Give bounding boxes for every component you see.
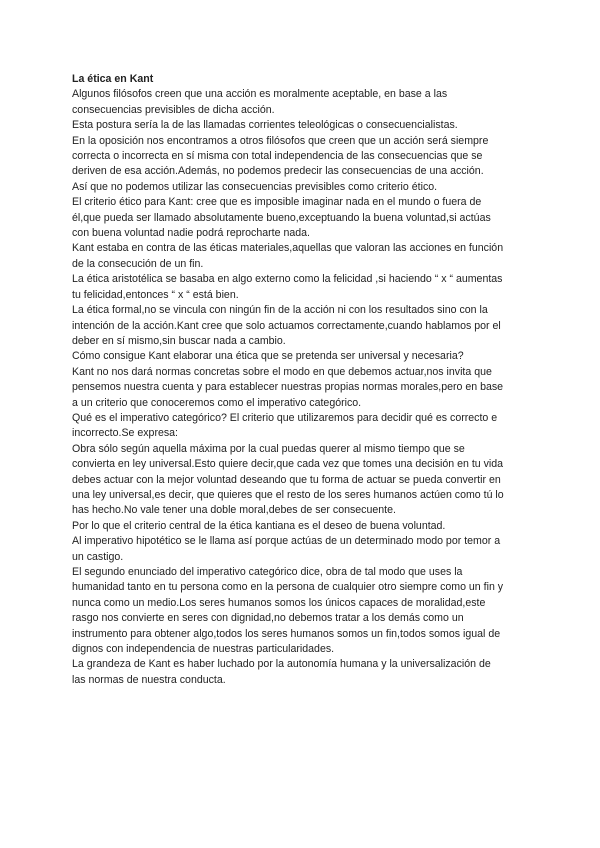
text-line: deber en sí mismo,sin buscar nada a cambio.	[72, 334, 286, 347]
text-line: de la consecución de un fin.	[72, 257, 204, 270]
text-line: La ética formal,no se vincula con ningún fin de la acción ni con los resultados sino con la	[72, 304, 488, 317]
text-line: dignos con independencia de nuestras particularidades.	[72, 643, 335, 656]
text-line: El segundo enunciado del imperativo categórico dice, obra de tal modo que uses la	[72, 566, 463, 578]
text-line: Así que no podemos utilizar las consecuencias previsibles como criterio ético.	[72, 180, 438, 193]
text-line: consecuencias previsibles de dicha acción.	[72, 103, 275, 116]
text-line: Por lo que el criterio central de la ética kantiana es el deseo de buena voluntad.	[72, 519, 446, 532]
text-line: a un criterio que conoceremos como el imperativo categórico.	[72, 396, 362, 409]
paragraph	[72, 134, 528, 196]
document-page	[72, 72, 528, 688]
paragraph	[72, 303, 528, 349]
paragraph	[72, 519, 528, 534]
paragraph	[72, 118, 528, 133]
paragraph	[72, 241, 528, 272]
text-line: nunca como un medio.Los seres humanos somos los únicos capaces de moralidad,este	[72, 596, 486, 609]
text-line: con buena voluntad nadie podrá reprocharte nada.	[72, 227, 310, 240]
paragraph	[72, 657, 528, 688]
paragraph	[72, 411, 528, 442]
paragraph	[72, 442, 528, 519]
document-title: La ética en Kant	[72, 73, 154, 85]
paragraph	[72, 195, 528, 241]
text-line: debes actuar con la mejor voluntad deseando que tu forma de actuar se pueda convertir en	[72, 473, 501, 486]
text-line: Al imperativo hipotético se le llama así porque actúas de un determinado modo por temor a	[72, 535, 501, 548]
text-line: intención de la acción.Kant cree que solo actuamos correctamente,cuando hablamos por el	[72, 319, 501, 332]
paragraph	[72, 534, 528, 565]
text-line: humanidad tanto en tu persona como en la persona de cualquier otro siempre como un fin y	[72, 581, 504, 594]
text-line: La grandeza de Kant es haber luchado por la autonomía humana y la universalización de	[72, 658, 491, 671]
text-line: pensemos nuestra cuenta y para establecer nuestras propias normas morales,pero en base	[72, 381, 504, 394]
text-line: incorrecto.Se expresa:	[72, 427, 178, 440]
text-line: Qué es el imperativo categórico? El criterio que utilizaremos para decidir qué es correcto e	[72, 411, 498, 424]
paragraph	[72, 272, 528, 303]
text-line: Esta postura sería la de las llamadas corrientes teleológicas o consecuencialistas.	[72, 119, 458, 132]
paragraph	[72, 87, 528, 118]
text-line: En la oposición nos encontramos a otros filósofos que creen que un acción será siempre	[72, 134, 489, 147]
paragraph	[72, 365, 528, 411]
text-line: Algunos filósofos creen que una acción es moralmente aceptable, en base a las	[72, 88, 448, 101]
text-line: una ley universal,es decir, que quieres que el resto de los seres humanos actúen como tú lo	[72, 488, 504, 501]
text-line: él,que pueda ser llamado absolutamente bueno,exceptuando la buena voluntad,si actúas	[72, 211, 491, 224]
text-line: un castigo.	[72, 550, 124, 563]
text-line: has hecho.No vale tener una doble moral,debes de ser consecuente.	[72, 504, 396, 517]
text-line: Kant no nos dará normas concretas sobre el modo en que debemos actuar,nos invita que	[72, 365, 492, 378]
document-body	[72, 87, 528, 688]
text-line: rasgo nos convierte en seres con dignidad,no debemos tratar a los demás como un	[72, 612, 464, 625]
paragraph	[72, 349, 528, 364]
text-line: El criterio ético para Kant: cree que es imposible imaginar nada en el mundo o fuera de	[72, 196, 482, 209]
text-line: convierta en ley universal.Esto quiere decir,que cada vez que tomes una decisión en tu vida	[72, 458, 504, 471]
text-line: tu felicidad,entonces “ x “ está bien.	[72, 288, 239, 301]
text-line: Cómo consigue Kant elaborar una ética que se pretenda ser universal y necesaria?	[72, 350, 464, 363]
text-line: Kant estaba en contra de las éticas materiales,aquellas que valoran las acciones en función	[72, 242, 504, 255]
paragraph	[72, 565, 528, 657]
text-line: La ética aristotélica se basaba en algo externo como la felicidad ,si haciendo “ x “ aumentas	[72, 273, 503, 286]
text-line: instrumento para obtener algo,todos los seres humanos somos un fin,todos somos igual de	[72, 627, 501, 640]
text-line: correcta o incorrecta en sí misma con total independencia de las consecuencias que se	[72, 150, 483, 163]
text-line: las normas de nuestra conducta.	[72, 673, 226, 686]
text-line: deriven de esa acción.Además, no podemos predecir las consecuencias de una acción.	[72, 165, 484, 178]
text-line: Obra sólo según aquella máxima por la cual puedas querer al mismo tiempo que se	[72, 442, 465, 455]
